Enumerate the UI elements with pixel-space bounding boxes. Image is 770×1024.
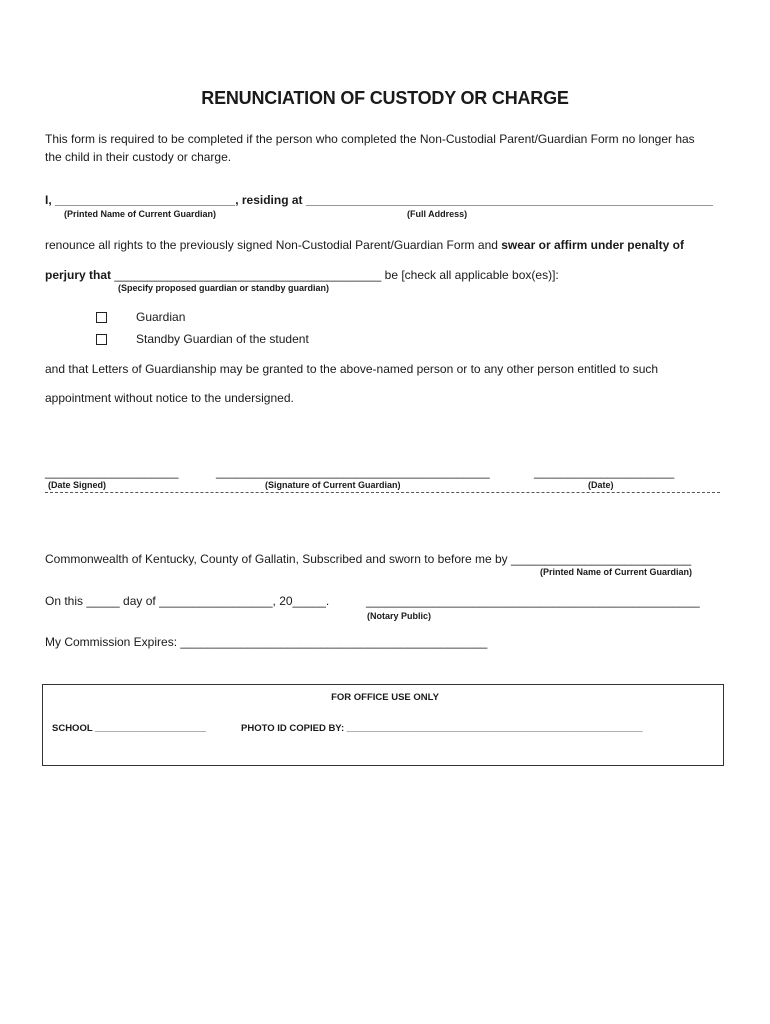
standby-guardian-option-label: Standby Guardian of the student bbox=[136, 332, 309, 346]
letters-line-1: and that Letters of Guardianship may be granted to the above-named person or to any other person entitled to such bbox=[45, 362, 659, 376]
date-signed-field[interactable]: ____________________ bbox=[45, 465, 179, 479]
section-divider bbox=[45, 492, 720, 493]
perjury-bold: perjury that bbox=[45, 268, 112, 282]
subscribed-sworn-field[interactable]: Commonwealth of Kentucky, County of Gallatin, Subscribed and sworn to before me by ___________________________ bbox=[45, 552, 692, 566]
renounce-text: renounce all rights to the previously signed Non-Custodial Parent/Guardian Form and bbox=[45, 238, 502, 252]
letters-line-2: appointment without notice to the undersigned. bbox=[45, 391, 294, 405]
guardian-name-caption: (Printed Name of Current Guardian) bbox=[64, 209, 217, 219]
intro-line-2: the child in their custody or charge. bbox=[45, 150, 232, 164]
date-caption: (Date) bbox=[588, 480, 614, 490]
notary-date-field[interactable]: On this _____ day of _________________, 20_____. bbox=[45, 594, 330, 608]
standby-guardian-checkbox[interactable] bbox=[96, 334, 107, 345]
intro-line-1: This form is required to be completed if the person who completed the Non-Custodial Parent/Guardian Form no longer has bbox=[45, 132, 695, 146]
page-title: RENUNCIATION OF CUSTODY OR CHARGE bbox=[201, 88, 569, 108]
subscribed-name-caption: (Printed Name of Current Guardian) bbox=[540, 567, 693, 577]
notary-public-caption: (Notary Public) bbox=[367, 611, 432, 621]
guardian-option-label: Guardian bbox=[136, 310, 186, 324]
office-use-heading: FOR OFFICE USE ONLY bbox=[331, 692, 439, 703]
photo-id-copied-by-field[interactable]: PHOTO ID COPIED BY: ________________________________________________________ bbox=[241, 723, 643, 734]
renounce-statement bbox=[45, 238, 684, 252]
school-field[interactable]: SCHOOL _____________________ bbox=[52, 723, 207, 734]
full-address-caption: (Full Address) bbox=[407, 209, 468, 219]
commission-expires-field[interactable]: My Commission Expires: ______________________________________________ bbox=[45, 635, 488, 649]
guardian-signature-field[interactable]: _________________________________________ bbox=[216, 465, 490, 479]
perjury-statement bbox=[45, 268, 559, 282]
date-signed-caption: (Date Signed) bbox=[48, 480, 107, 490]
proposed-guardian-caption: (Specify proposed guardian or standby guardian) bbox=[118, 283, 330, 293]
proposed-guardian-field[interactable]: ________________________________________ be [check all applicable box(es)]: bbox=[114, 268, 559, 282]
guardian-name-address-field[interactable]: I, ___________________________, residing at _____________________________________________________________ bbox=[45, 193, 713, 207]
guardian-signature-caption: (Signature of Current Guardian) bbox=[265, 480, 401, 490]
renounce-bold: swear or affirm under penalty of bbox=[501, 238, 684, 252]
guardian-checkbox[interactable] bbox=[96, 312, 107, 323]
notary-signature-field[interactable]: __________________________________________________ bbox=[366, 594, 700, 608]
date-field[interactable]: _____________________ bbox=[534, 465, 675, 479]
